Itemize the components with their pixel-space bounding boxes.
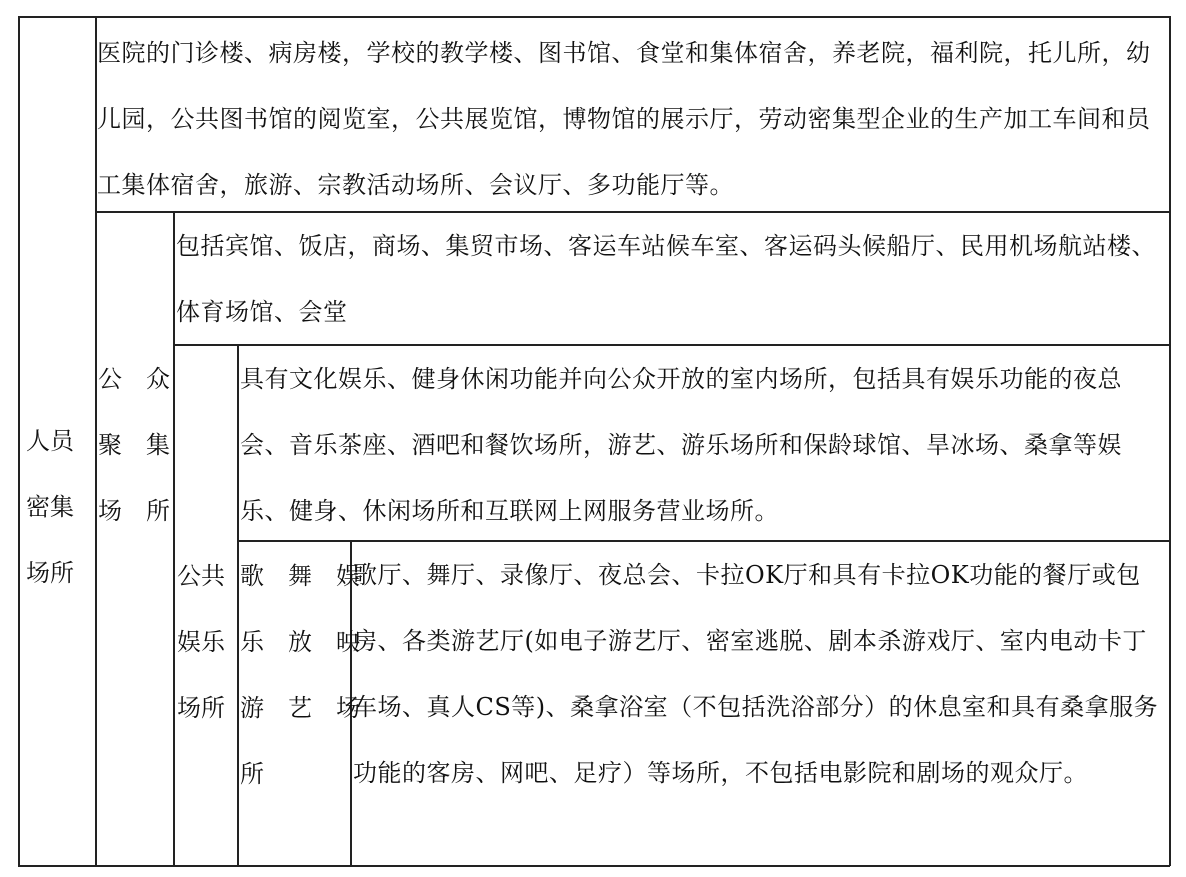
table-top-border [18, 16, 1170, 18]
row3-description: 具有文化娱乐、健身休闲功能并向公众开放的室内场所，包括具有娱乐功能的夜总会、音乐茶座、酒吧和餐饮场所，游艺、游乐场所和保龄球馆、旱冰场、桑拿等娱乐、健身、休闲场所和互联网上网服务营业场所。 [240, 365, 1122, 525]
category-label: 人员 密集 场所 [26, 427, 74, 587]
column3-divider [237, 344, 239, 866]
row1-description: 医院的门诊楼、病房楼，学校的教学楼、图书馆、食堂和集体宿舍，养老院，福利院，托儿所，幼儿园，公共图书馆的阅览室，公共展览馆，博物馆的展示厅，劳动密集型企业的生产加工车间和员工集体宿舍，旅游、宗教活动场所、会议厅、多功能厅等。 [97, 39, 1151, 199]
table-bottom-border [18, 865, 1170, 867]
column2-divider [173, 211, 175, 866]
public-gathering-label: 公 众 聚 集 场 所 [98, 365, 170, 525]
row4-description: 歌厅、舞厅、录像厅、夜总会、卡拉OK厅和具有卡拉OK功能的餐厅或包房、各类游艺厅(如电子游艺厅、密室逃脱、剧本杀游戏厅、室内电动卡丁车场、真人CS等)、桑拿浴室（不包括洗浴部分）的休息室和具有桑拿服务功能的客房、网吧、足疗）等场所，不包括电影院和剧场的观众厅。 [353, 561, 1159, 787]
row2-description: 包括宾馆、饭店，商场、集贸市场、客运车站候车室、客运码头候船厅、民用机场航站楼、体育场馆、会堂 [176, 232, 1156, 326]
table-right-border [1169, 16, 1171, 866]
public-entertainment-label: 公共 娱乐 场所 [177, 562, 225, 722]
table-left-border [18, 16, 20, 866]
song-dance-entertainment-label: 歌 舞 娱 乐 放 映 游 艺 场 所 [240, 562, 360, 788]
